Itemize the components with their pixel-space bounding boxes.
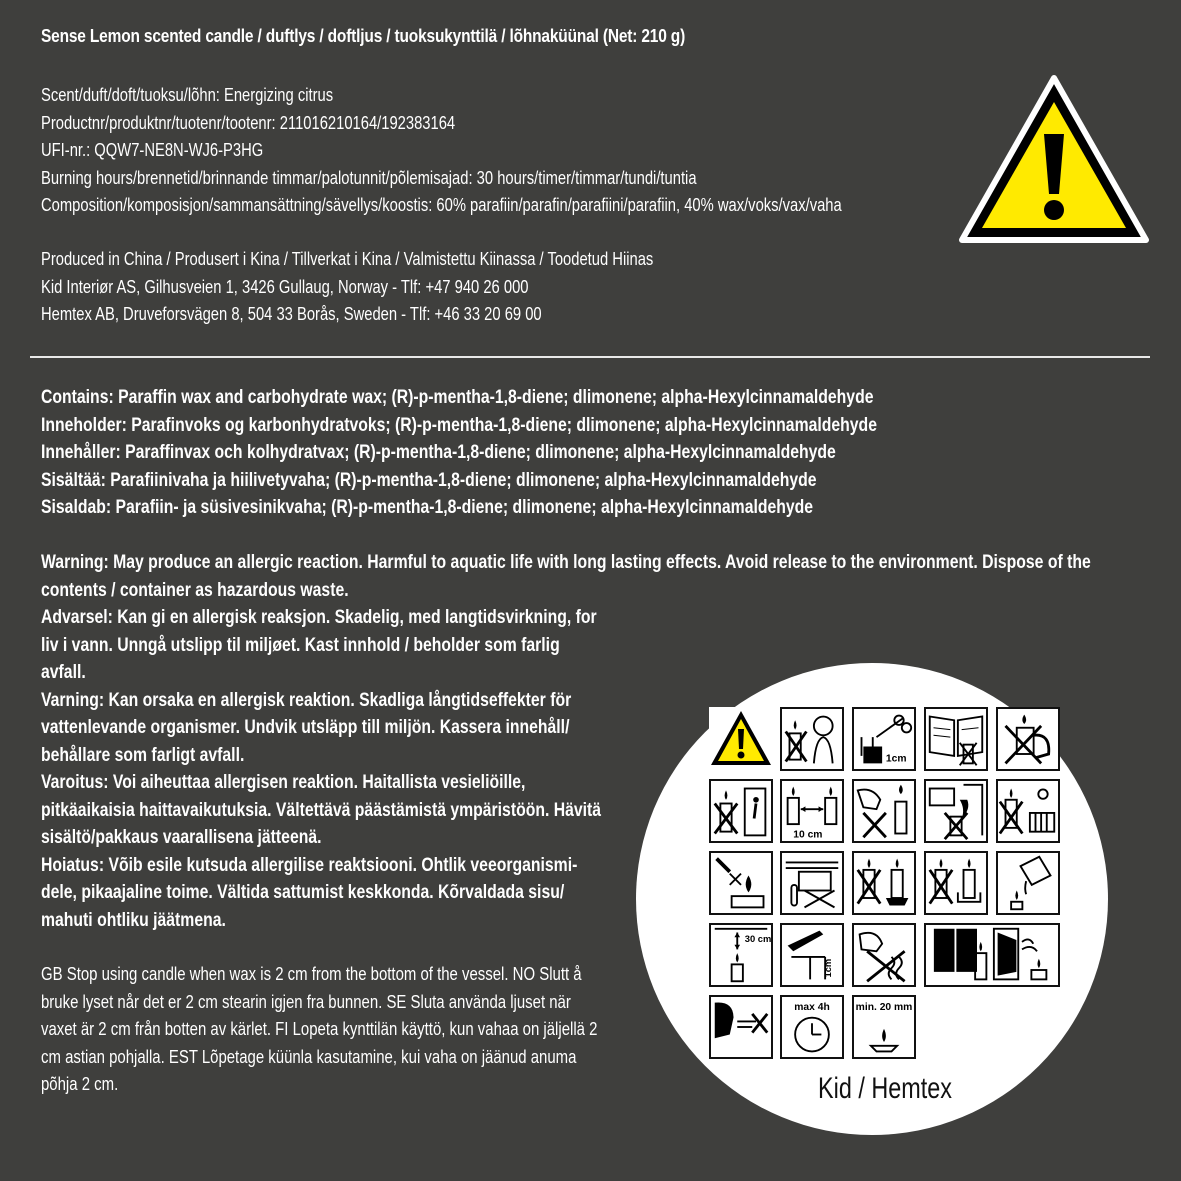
info-scent: Scent/duft/doft/tuoksu/lõhn: Energizing citrus: [41, 85, 334, 105]
ten-cm-label: 10 cm: [793, 829, 823, 841]
trim-wick-icon: [852, 707, 916, 771]
keep-from-children-icon: [780, 707, 844, 771]
max-burn-time-icon: [780, 995, 844, 1059]
do-not-leave-unattended-icon: [709, 779, 773, 843]
warning-fi: Varoitus: Voi aiheuttaa allergisen reaktion. Haitallista vesieliöille, pitkäaikaisia haittavaikutuksia. Vältettävä päästämistä ympäristöön. Hävitä sisältö/pakkaus vaarallisena jätteenä.: [41, 772, 602, 848]
no-flammable-near-icon: [852, 779, 916, 843]
do-not-refill-icon: [996, 851, 1060, 915]
warning-se: Varning: Kan orsaka en allergisk reaktion. Skadliga långtidseffekter för vattenlevande organismer. Undvik utsläpp till miljön. Kassera innehåll/ behållare som farligt avfall.: [41, 689, 572, 766]
warning-triangle-icon: [956, 72, 1152, 248]
info-ufi: UFI-nr.: QQW7-NE8N-WJ6-P3HG: [41, 140, 264, 160]
contains-fi: Sisältää: Parafiinivaha ja hiilivetyvaha; (R)-p-mentha-1,8-diene; dlimonene; alpha-Hexylcinnamaldehyde: [41, 469, 817, 491]
use-holder-icon: [924, 851, 988, 915]
warnings-column: [41, 604, 605, 934]
brand-name: Kid / Hemtex: [818, 1072, 952, 1105]
info-composition: Composition/komposisjon/sammansättning/sävellys/koostis: 60% parafiin/parafin/parafiini/parafiin, 40% wax/voks/vax/vaha: [41, 195, 842, 215]
avoid-draughts-icon: [780, 851, 844, 915]
warning-gb-text: Warning: May produce an allergic reaction. Harmful to aquatic life with long lasting effects. Avoid release to the environment. Dispose of the contents / container as hazardous waste.: [41, 552, 1091, 601]
hazard-triangle-icon: [709, 707, 773, 771]
ventilate-room-icon: [924, 923, 1060, 987]
info-burning-hours: Burning hours/brennetid/brinnande timmar/palotunnit/põlemisajad: 30 hours/timer/timmar/tundi/tuntia: [41, 167, 697, 188]
stop-using-text: GB Stop using candle when wax is 2 cm from the bottom of the vessel. NO Slutt å bruke lyset når det er 2 cm stearin igjen fra bunnen. SE Sluta använda ljuset när vaxet är 2 cm från botten av kärlet. FI Lopeta kynttilän käyttö, kun vahaa on jäljellä 2 cm astian pohjalla. EST Lõpetage küünla kasutamine, kui vaha on jäänud anuma põhja 2 cm.: [41, 964, 598, 1094]
read-instructions-icon: [924, 707, 988, 771]
section-divider: [30, 356, 1150, 358]
min-melt-depth-icon: [852, 995, 916, 1059]
keep-from-heat-icon: [996, 779, 1060, 843]
ingredients-list: [41, 384, 877, 522]
address-kid: Kid Interiør AS, Gilhusveien 1, 3426 Gullaug, Norway - Tlf: +47 940 26 000: [41, 276, 529, 297]
produced-in: Produced in China / Produsert i Kina / Tillverkat i Kina / Valmistettu Kiinassa / Toodetud Hiinas: [41, 249, 654, 269]
producer-info-list: [41, 246, 653, 329]
candle-spacing-icon: [780, 779, 844, 843]
thirty-cm-label: 30 cm: [744, 933, 771, 944]
product-title: Sense Lemon scented candle / duftlys / doftljus / tuoksukynttilä / lõhnaküünal (Net: 210 g): [41, 26, 686, 46]
no-water-extinguish-icon: [709, 851, 773, 915]
remove-wick-debris-icon: [780, 923, 844, 987]
contains-se: Innehåller: Paraffinvax och kolhydratvax; (R)-p-mentha-1,8-diene; dlimonene; alpha-Hexylcinnamaldehyde: [41, 442, 836, 463]
keep-away-from-curtains-icon: [924, 779, 988, 843]
do-not-carry-lit-candle-icon: [996, 707, 1060, 771]
address-hemtex: Hemtex AB, Druveforsvägen 8, 504 33 Borås, Sweden - Tlf: +46 33 20 69 00: [41, 304, 542, 324]
warning-gb: [41, 549, 1120, 604]
heat-resistant-surface-icon: [852, 851, 916, 915]
no-smoke-inhale-icon: [852, 923, 916, 987]
product-info-list: [41, 82, 842, 220]
contains-ee: Sisaldab: Parafiin- ja süsivesinikvaha; (R)-p-mentha-1,8-diene; dlimonene; alpha-Hexylcinnamaldehyde: [41, 497, 814, 518]
one-cm-side-label: 1cm: [822, 958, 833, 978]
clearance-above-icon: [709, 923, 773, 987]
warning-no: Advarsel: Kan gi en allergisk reaksjon. Skadelig, med langtidsvirkning, for liv i vann. Unngå utslipp til miljøet. Kast innhold / beholder som farlig avfall.: [41, 607, 597, 683]
contains-gb: Contains: Paraffin wax and carbohydrate wax; (R)-p-mentha-1,8-diene; dlimonene; alpha-Hexylcinnamaldehyde: [41, 387, 874, 408]
contains-no: Inneholder: Parafinvoks og karbonhydratvoks; (R)-p-mentha-1,8-diene; dlimonene; alpha-Hexylcinnamaldehyde: [41, 414, 877, 436]
do-not-blow-out-icon: [709, 995, 773, 1059]
min-20mm-label: min. 20 mm: [855, 1002, 913, 1014]
one-cm-label: 1cm: [885, 753, 907, 765]
info-product-number: Productnr/produktnr/tuotenr/tootenr: 211016210164/192383164: [41, 112, 456, 133]
max-4h-label: max 4h: [794, 1002, 830, 1014]
warning-ee: Hoiatus: Võib esile kutsuda allergilise reaktsiooni. Ohtlik veeorganismi-dele, pikaajaline toime. Vältida sattumist keskkonda. Kõrvaldada sisu/ mahuti ohtliku jäätmena.: [41, 854, 578, 931]
